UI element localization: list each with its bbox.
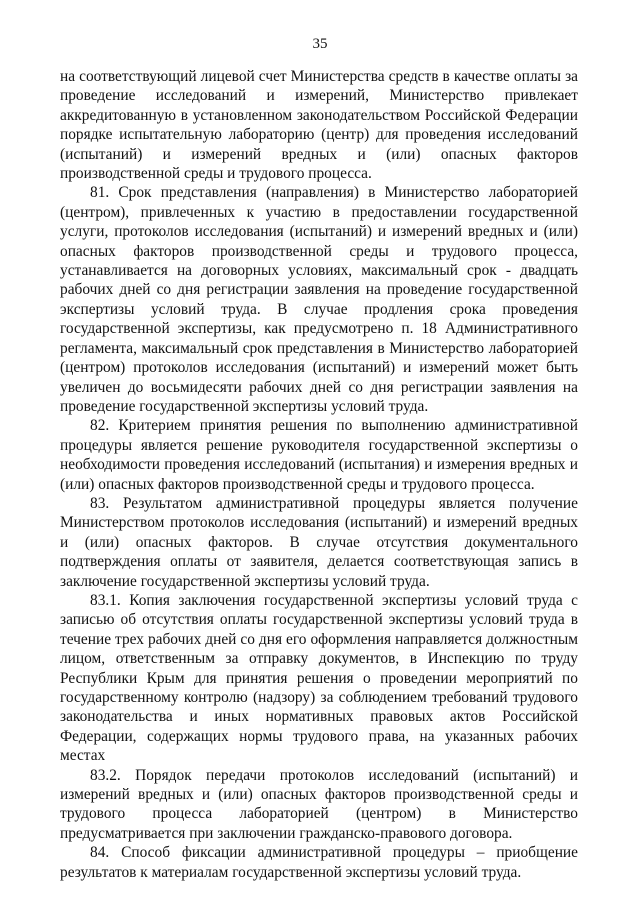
page-number: 35 [312,36,328,52]
paragraph-83-1: 83.1. Копия заключения государственной экспертизы условий труда с записью об отсутствия оплаты государственной экспертизы условий труда в течение трех рабочих дней со дня его оформления направляется должностным лицом, ответственным за отправку документов, в Инспекцию по труду Республики Крым для принятия решения о проведении мероприятий по государственному контролю (надзору) за соблюдением требований трудового законодательства и иных нормативных правовых актов Российской Федерации, содержащих нормы трудового права, на указанных рабочих местах [60,591,578,765]
paragraph-81: 81. Срок представления (направления) в Министерство лабораторией (центром), привлеченных к участию в предоставлении государственной услуги, протоколов исследования (испытаний) и измерений вредных и (или) опасных факторов производственной среды и трудового процесса, устанавливается на договорных условиях, максимальный срок - двадцать рабочих дней со дня регистрации заявления на проведение государственной экспертизы условий труда. В случае продления срока проведения государственной экспертизы, как предусмотрено п. 18 Административного регламента, максимальный срок представления в Министерство лабораторией (центром) протоколов исследования (испытаний) и измерений может быть увеличен до восьмидесяти рабочих дней со дня регистрации заявления на проведение государственной экспертизы условий труда. [60,184,578,415]
paragraph-83-2: 83.2. Порядок передачи протоколов исследований (испытаний) и измерений вредных и (или) опасных факторов производственной среды и трудового процесса лабораторией (центром) в Министерство предусматривается при заключении гражданско-правового договора. [60,766,578,842]
paragraph-84: 84. Способ фиксации административной процедуры – приобщение результатов к материалам государственной экспертизы условий труда. [60,844,578,881]
document-body [60,67,578,882]
paragraph-continuation: на соответствующий лицевой счет Министерства средств в качестве оплаты за проведение исследований и измерений, Министерство привлекает аккредитованную в установленном законодательством Российской Федерации порядке испытательную лабораторию (центр) для проведения исследований (испытаний) и измерений вредных и (или) опасных факторов производственной среды и трудового процесса. [60,68,578,183]
paragraph-82: 82. Критерием принятия решения по выполнению административной процедуры является решение руководителя государственной экспертизы о необходимости проведения исследований (испытания) и измерения вредных и (или) опасных факторов производственной среды и трудового процесса. [60,417,578,493]
paragraph-83: 83. Результатом административной процедуры является получение Министерством протоколов исследования (испытаний) и измерений вредных и (или) опасных факторов. В случае отсутствия документального подтверждения оплаты от заявителя, делается соответствующая запись в заключение государственной экспертизы условий труда. [60,494,578,590]
